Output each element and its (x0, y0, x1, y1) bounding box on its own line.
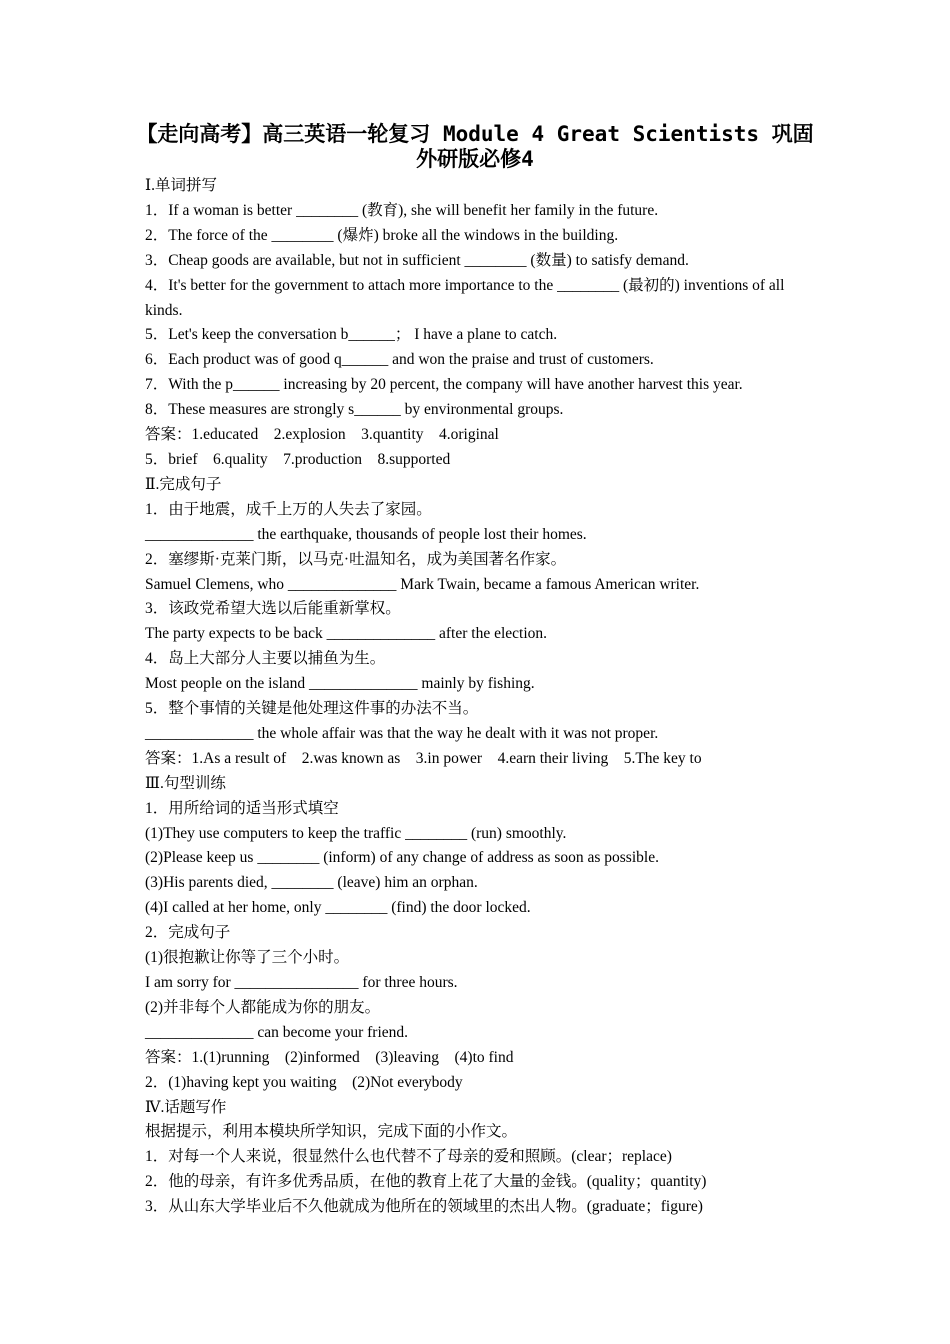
answer-line: 2．(1)having kept you waiting (2)Not everybody (145, 1073, 463, 1091)
exercise-line: 根据提示，利用本模块所学知识，完成下面的小作文。 (145, 1123, 518, 1141)
section-heading-2: Ⅱ.完成句子 (145, 475, 222, 493)
exercise-line: (3)His parents died, ________ (leave) him an orphan. (145, 874, 478, 892)
exercise-line: 4．It's better for the government to attach more importance to the ________ (最初的) inventions of all kinds. (145, 276, 789, 319)
exercise-line: (1)很抱歉让你等了三个小时。 (145, 949, 350, 967)
section-heading-4: Ⅳ.话题写作 (145, 1098, 227, 1116)
exercise-line: 7．With the p______ increasing by 20 percent, the company will have another harvest this year. (145, 376, 743, 394)
answer-line: 答案：1.As a result of 2.was known as 3.in power 4.earn their living 5.The key to (145, 749, 702, 767)
title-line-1: 【走向高考】高三英语一轮复习 Module 4 Great Scientists 巩固 (136, 122, 814, 146)
section-heading-1: Ⅰ.单词拼写 (145, 177, 217, 194)
exercise-line: 3．从山东大学毕业后不久他就成为他所在的领域里的杰出人物。(graduate；figure) (145, 1198, 703, 1216)
exercise-line: 2．塞缪斯·克莱门斯，以马克·吐温知名，成为美国著名作家。 (145, 550, 567, 568)
answer-line: 答案：1.(1)running (2)informed (3)leaving (4)to find (145, 1048, 514, 1066)
exercise-line: 6．Each product was of good q______ and won the praise and trust of customers. (145, 351, 654, 369)
exercise-line: 1．If a woman is better ________ (教育), she will benefit her family in the future. (145, 201, 659, 219)
exercise-line: 5．整个事情的关键是他处理这件事的办法不当。 (145, 700, 479, 718)
title-line-2: 外研版必修4 (416, 147, 534, 171)
exercise-line: 3．Cheap goods are available, but not in sufficient ________ (数量) to satisfy demand. (145, 251, 689, 269)
exercise-line: Samuel Clemens, who ______________ Mark Twain, became a famous American writer. (145, 575, 700, 593)
exercise-line: (2)并非每个人都能成为你的朋友。 (145, 998, 381, 1016)
exercise-line: 2．他的母亲，有许多优秀品质，在他的教育上花了大量的金钱。(quality；quantity) (145, 1173, 707, 1191)
document-body (145, 174, 813, 1220)
exercise-line: I am sorry for ________________ for three hours. (145, 974, 458, 991)
section-heading-3: Ⅲ.句型训练 (145, 774, 226, 792)
exercise-line: (4)I called at her home, only ________ (find) the door locked. (145, 899, 531, 917)
answer-line: 答案：1.educated 2.explosion 3.quantity 4.original (145, 426, 499, 444)
answer-line: 5．brief 6.quality 7.production 8.supported (145, 450, 451, 468)
exercise-line: 2．The force of the ________ (爆炸) broke all the windows in the building. (145, 226, 619, 244)
exercise-line: The party expects to be back ______________ after the election. (145, 625, 548, 643)
exercise-line: 3．该政党希望大选以后能重新掌权。 (145, 600, 401, 618)
exercise-line: ______________ the whole affair was that the way he dealt with it was not proper. (145, 724, 659, 742)
exercise-line: (2)Please keep us ________ (inform) of any change of address as soon as possible. (145, 849, 659, 867)
exercise-line: ______________ the earthquake, thousands of people lost their homes. (145, 525, 587, 543)
exercise-line: ______________ can become your friend. (145, 1023, 409, 1041)
exercise-line: 4．岛上大部分人主要以捕鱼为生。 (145, 650, 386, 668)
exercise-line: 8．These measures are strongly s______ by environmental groups. (145, 401, 564, 419)
document-title (110, 122, 840, 172)
exercise-line: 1．对每一个人来说，很显然什么也代替不了母亲的爱和照顾。(clear；replace) (145, 1148, 672, 1166)
exercise-line: 5．Let's keep the conversation b______； I have a plane to catch. (145, 326, 558, 344)
exercise-line: (1)They use computers to keep the traffic ________ (run) smoothly. (145, 824, 567, 842)
exercise-line: Most people on the island ______________ mainly by fishing. (145, 675, 535, 693)
exercise-line: 2．完成句子 (145, 924, 231, 942)
exercise-line: 1．用所给词的适当形式填空 (145, 799, 339, 817)
exercise-line: 1．由于地震，成千上万的人失去了家园。 (145, 500, 432, 518)
